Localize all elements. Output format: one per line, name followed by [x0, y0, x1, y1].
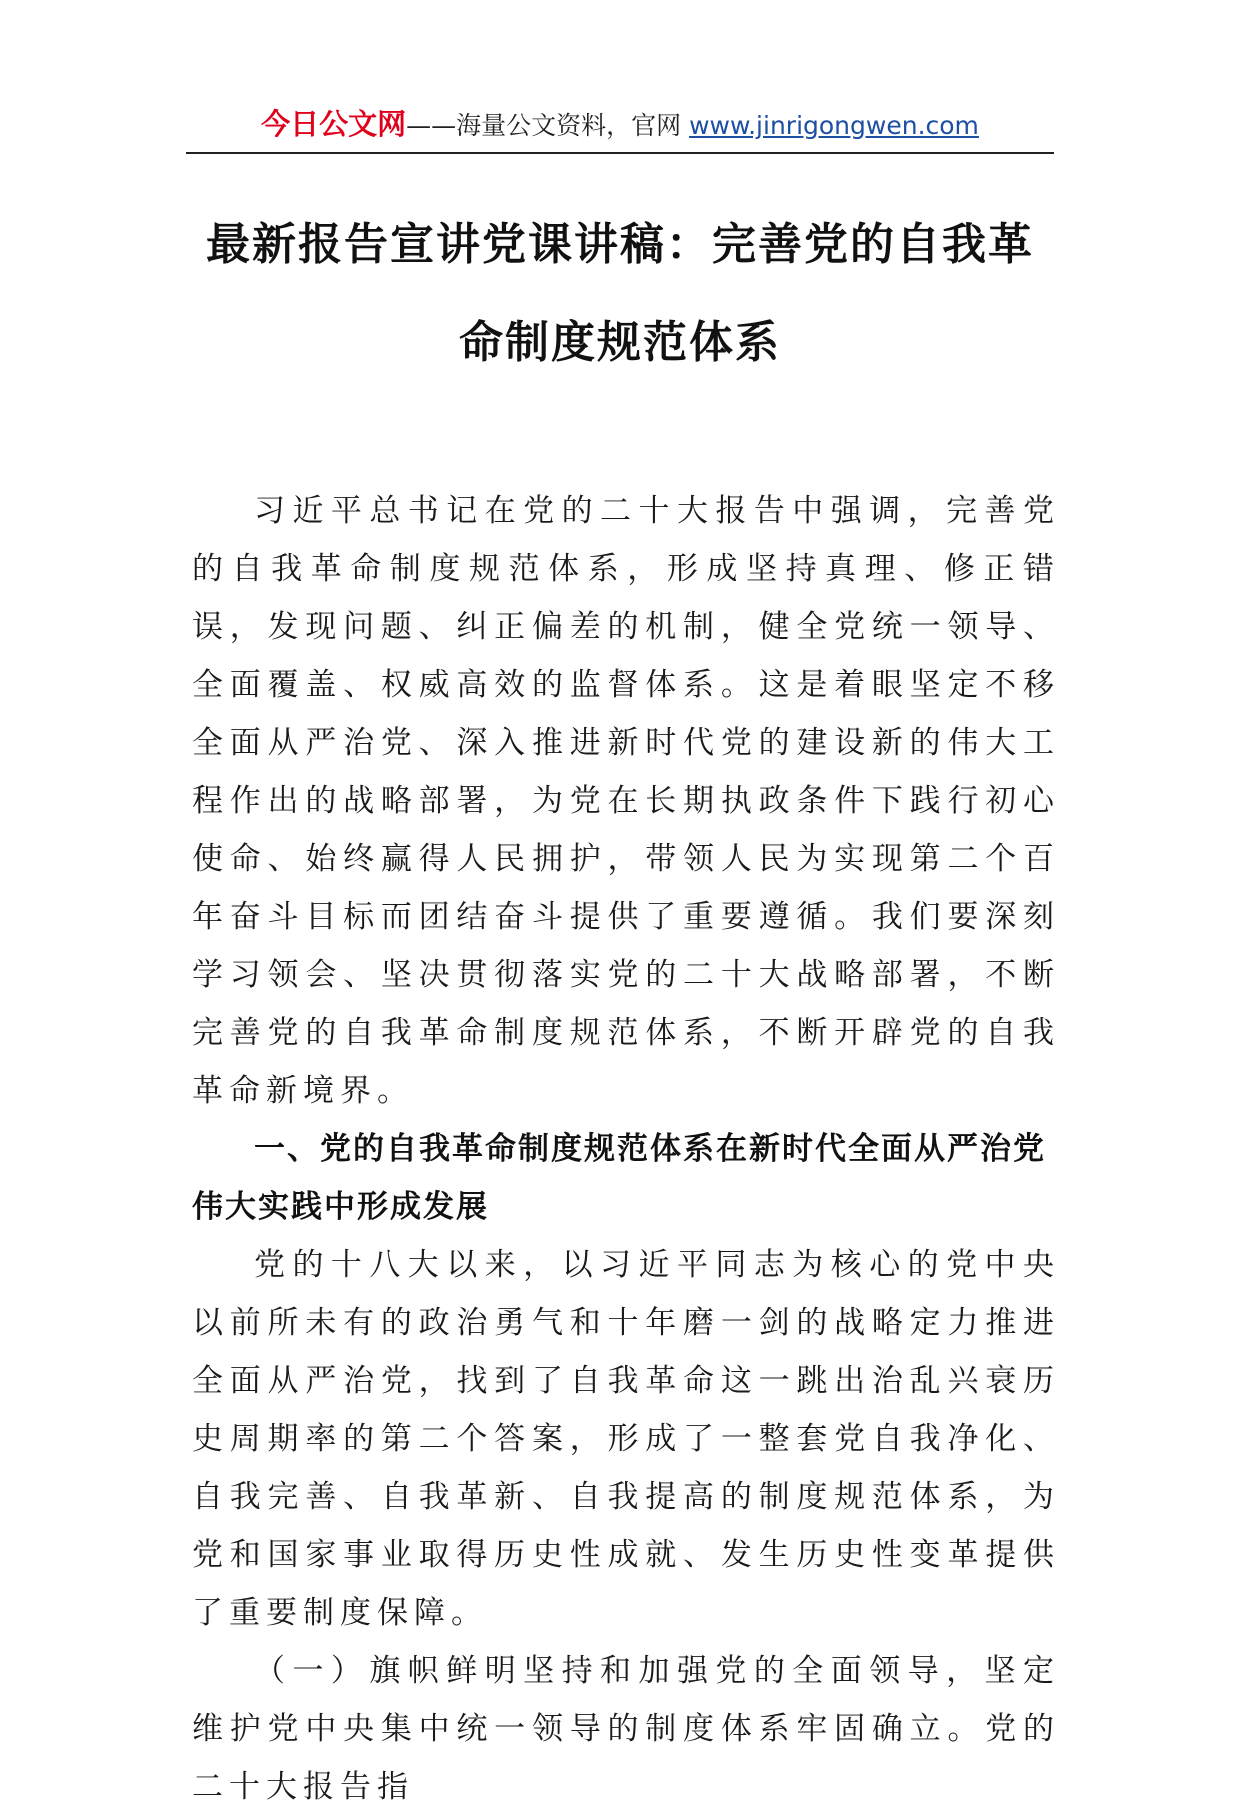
site-url-link[interactable]: www.jinrigongwen.com — [689, 111, 979, 140]
paragraph-section-1: 党的十八大以来，以习近平同志为核心的党中央以前所未有的政治勇气和十年磨一剑的战略定力推进全面从严治党，找到了自我革命这一跳出治乱兴衰历史周期率的第二个答案，形成了一整套党自我净化、自我完善、自我革新、自我提高的制度规范体系，为党和国家事业取得历史性成就、发生历史性变革提供了重要制度保障。 — [192, 1247, 1060, 1631]
section-heading-1: 一、党的自我革命制度规范体系在新时代全面从严治党伟大实践中形成发展 — [192, 1131, 1046, 1225]
site-header — [186, 104, 1054, 154]
document-body — [192, 482, 1060, 1816]
site-tagline: ——海量公文资料，官网 — [406, 111, 690, 140]
paragraph-intro: 习近平总书记在党的二十大报告中强调，完善党的自我革命制度规范体系，形成坚持真理、修正错误，发现问题、纠正偏差的机制，健全党统一领导、全面覆盖、权威高效的监督体系。这是着眼坚定不移全面从严治党、深入推进新时代党的建设新的伟大工程作出的战略部署，为党在长期执政条件下践行初心使命、始终赢得人民拥护，带领人民为实现第二个百年奋斗目标而团结奋斗提供了重要遵循。我们要深刻学习领会、坚决贯彻落实党的二十大战略部署，不断完善党的自我革命制度规范体系，不断开辟党的自我革命新境界。 — [192, 493, 1060, 1109]
paragraph-subsection-1: （一）旗帜鲜明坚持和加强党的全面领导，坚定维护党中央集中统一领导的制度体系牢固确立。党的二十大报告指 — [192, 1653, 1060, 1805]
site-name: 今日公文网 — [261, 107, 407, 141]
document-title: 最新报告宣讲党课讲稿：完善党的自我革命制度规范体系 — [206, 219, 1034, 368]
